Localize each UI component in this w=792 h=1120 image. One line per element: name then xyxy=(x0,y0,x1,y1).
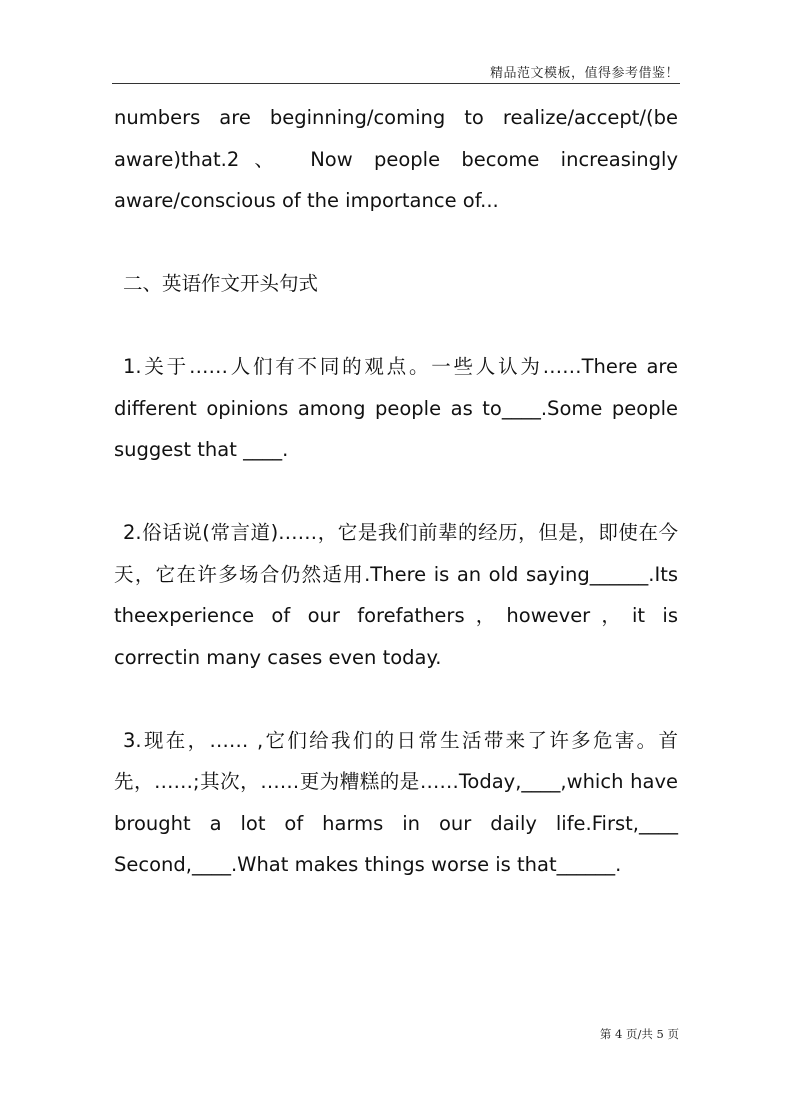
paragraph-4: 3.现在，…… ,它们给我们的日常生活带来了许多危害。首先，……;其次，……更为糟糕的是……Today,____,which have brought a lot of harms in our daily life.First,____ Second,____.What makes things worse is that______. xyxy=(114,728,678,876)
paragraph-gap xyxy=(114,678,678,720)
header-divider xyxy=(112,83,680,84)
page-number: 第 4 页/共 5 页 xyxy=(599,1027,679,1041)
paragraph-2: 1.关于……人们有不同的观点。一些人认为……There are different opinions among people as to____.Some people suggest that ____. xyxy=(114,355,678,461)
section-heading: 二、英语作文开头句式 xyxy=(123,272,319,295)
paragraph-3: 2.俗话说(常言道)……，它是我们前辈的经历，但是，即使在今天，它在许多场合仍然适用.There is an old saying______.Its theexperience of our forefathers，however，it is correctin many cases even today. xyxy=(114,521,678,669)
paragraph-gap xyxy=(114,471,678,513)
paragraph-gap xyxy=(114,305,678,347)
paragraph-gap xyxy=(114,222,678,264)
page-header: 精品范文模板，值得参考借鉴！ xyxy=(489,66,679,81)
document-body xyxy=(114,97,678,886)
paragraph-1: numbers are beginning/coming to realize/accept/(be aware)that.2、 Now people become increasingly aware/conscious of the importance of... xyxy=(114,106,678,212)
